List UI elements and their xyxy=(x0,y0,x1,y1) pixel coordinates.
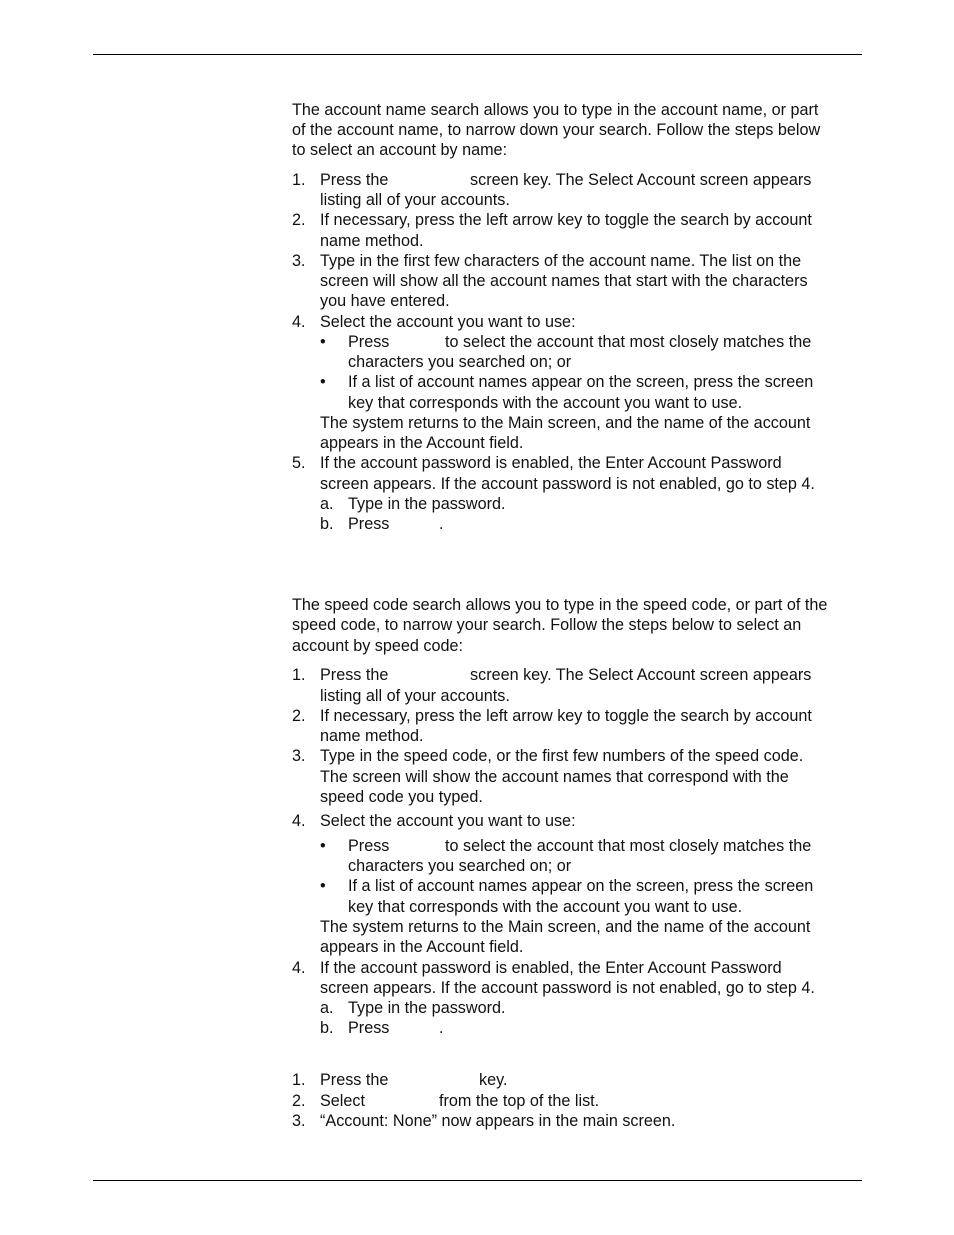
step-text: listing all of your accounts. xyxy=(320,191,510,209)
intro-line: of the account name, to narrow down your search. Follow the steps below xyxy=(292,121,821,139)
step-text: listing all of your accounts. xyxy=(320,687,510,705)
step-number: 3. xyxy=(292,252,306,270)
step-text: If the account password is enabled, the Enter Account Password xyxy=(320,959,782,977)
step-text: name method. xyxy=(320,232,424,250)
step-text: speed code you typed. xyxy=(320,788,483,806)
bullet-mark: • xyxy=(320,837,326,855)
step-text: Select the account you want to use: xyxy=(320,812,576,830)
substep-text: Type in the password. xyxy=(348,999,506,1017)
bullet-text: If a list of account names appear on the screen, press the screen xyxy=(348,373,814,391)
bullet-text: Press xyxy=(348,837,390,855)
step-text: screen key. The Select Account screen appears xyxy=(470,171,812,189)
step-text: If necessary, press the left arrow key to toggle the search by account xyxy=(320,707,812,725)
intro-line: account by speed code: xyxy=(292,637,463,655)
substep-text: Press xyxy=(348,1019,390,1037)
bullet-mark: • xyxy=(320,877,326,895)
step-number: 4. xyxy=(292,812,306,830)
step-number: 4. xyxy=(292,313,306,331)
step-text: screen appears. If the account password is not enabled, go to step 4. xyxy=(320,475,815,493)
step-text: Press the xyxy=(320,1071,389,1089)
bullet-text: Press xyxy=(348,333,390,351)
step-text: If necessary, press the left arrow key to toggle the search by account xyxy=(320,211,812,229)
step-number: 1. xyxy=(292,171,306,189)
step-text: Press the xyxy=(320,666,389,684)
step-text: Type in the speed code, or the first few numbers of the speed code. xyxy=(320,747,804,765)
substep-text: Type in the password. xyxy=(348,495,506,513)
bullet-text: key that corresponds with the account you want to use. xyxy=(348,898,743,916)
step-text: Select the account you want to use: xyxy=(320,313,576,331)
step-text: Type in the first few characters of the account name. The list on the xyxy=(320,252,802,270)
step-number: 1. xyxy=(292,1071,306,1089)
step-text: “Account: None” now appears in the main screen. xyxy=(320,1112,676,1130)
step-number: 2. xyxy=(292,1092,306,1110)
step-text: name method. xyxy=(320,727,424,745)
bullet-mark: • xyxy=(320,333,326,351)
intro-line: to select an account by name: xyxy=(292,141,508,159)
step-text: Select xyxy=(320,1092,365,1110)
step-number: 1. xyxy=(292,666,306,684)
substep-mark: a. xyxy=(320,999,334,1017)
step-text: Press the xyxy=(320,171,389,189)
substep-period: . xyxy=(439,515,444,533)
substep-mark: b. xyxy=(320,515,334,533)
substep-mark: a. xyxy=(320,495,334,513)
intro-line: The speed code search allows you to type in the speed code, or part of the xyxy=(292,596,828,614)
bullet-text: If a list of account names appear on the screen, press the screen xyxy=(348,877,814,895)
step-number: 2. xyxy=(292,707,306,725)
step-text: screen will show all the account names that start with the characters xyxy=(320,272,808,290)
step-number: 3. xyxy=(292,747,306,765)
step-text: screen appears. If the account password is not enabled, go to step 4. xyxy=(320,979,815,997)
bullet-mark: • xyxy=(320,373,326,391)
footer-rule xyxy=(93,1180,862,1181)
intro-line: The account name search allows you to type in the account name, or part xyxy=(292,101,819,119)
step-text: from the top of the list. xyxy=(439,1092,600,1110)
step-text: screen key. The Select Account screen appears xyxy=(470,666,812,684)
bullet-text: key that corresponds with the account you want to use. xyxy=(348,394,743,412)
result-text: appears in the Account field. xyxy=(320,938,524,956)
step-number: 4. xyxy=(292,959,306,977)
substep-mark: b. xyxy=(320,1019,334,1037)
result-text: The system returns to the Main screen, and the name of the account xyxy=(320,414,811,432)
step-text: you have entered. xyxy=(320,292,450,310)
bullet-text: characters you searched on; or xyxy=(348,857,572,875)
result-text: appears in the Account field. xyxy=(320,434,524,452)
substep-text: Press xyxy=(348,515,390,533)
bullet-text: characters you searched on; or xyxy=(348,353,572,371)
substep-period: . xyxy=(439,1019,444,1037)
step-text: The screen will show the account names that correspond with the xyxy=(320,768,789,786)
step-text: key. xyxy=(479,1071,508,1089)
bullet-text: to select the account that most closely matches the xyxy=(445,333,812,351)
result-text: The system returns to the Main screen, and the name of the account xyxy=(320,918,811,936)
bullet-text: to select the account that most closely matches the xyxy=(445,837,812,855)
intro-line: speed code, to narrow your search. Follow the steps below to select an xyxy=(292,616,802,634)
step-number: 3. xyxy=(292,1112,306,1130)
step-text: If the account password is enabled, the Enter Account Password xyxy=(320,454,782,472)
step-number: 2. xyxy=(292,211,306,229)
step-number: 5. xyxy=(292,454,306,472)
